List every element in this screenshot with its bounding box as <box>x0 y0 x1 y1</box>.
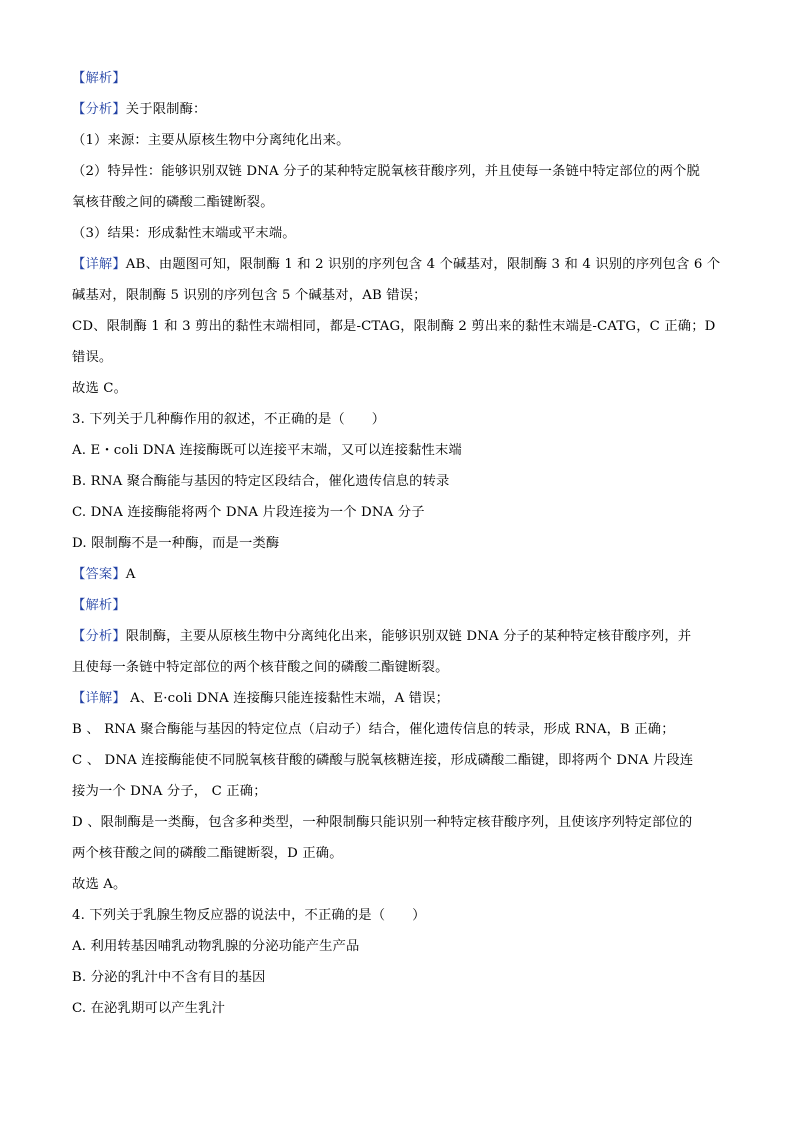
line-text: A、E·coli DNA 连接酶只能连接黏性末端，A 错误； <box>125 691 450 706</box>
text-line <box>72 218 724 249</box>
section-tag: 【详解】 <box>72 257 126 272</box>
line-text: C. DNA 连接酶能将两个 DNA 片段连接为一个 DNA 分子 <box>72 505 425 520</box>
line-text: A. 利用转基因哺乳动物乳腺的分泌功能产生产品 <box>72 939 360 954</box>
question-stem <box>72 404 724 435</box>
text-line <box>72 652 724 683</box>
question-stem <box>72 900 724 931</box>
line-text: （2）特异性：能够识别双链 DNA 分子的某种特定脱氧核苷酸序列，并且使每一条链中特定部位的两个脱 <box>72 164 700 179</box>
line-text: C. 在泌乳期可以产生乳汁 <box>72 1001 226 1016</box>
text-line <box>72 94 724 125</box>
line-text: 碱基对，限制酶 5 识别的序列包含 5 个碱基对，AB 错误； <box>72 288 427 303</box>
text-line <box>72 342 724 373</box>
line-text: D. 限制酶不是一种酶，而是一类酶 <box>72 536 280 551</box>
line-text: 错误。 <box>72 350 113 365</box>
section-tag: 【解析】 <box>72 598 126 613</box>
line-text: A <box>125 567 136 582</box>
section-tag: 【分析】 <box>72 102 126 117</box>
line-text: B 、 RNA 聚合酶能与基因的特定位点（启动子）结合，催化遗传信息的转录，形成 RNA，B 正确； <box>72 722 675 737</box>
answer-line <box>72 559 724 590</box>
option-b <box>72 466 724 497</box>
line-text: CD、限制酶 1 和 3 剪出的黏性末端相同，都是-CTAG，限制酶 2 剪出来的黏性末端是-CATG，C 正确；D <box>72 319 716 334</box>
option-c <box>72 497 724 528</box>
line-text: B. RNA 聚合酶能与基因的特定区段结合，催化遗传信息的转录 <box>72 474 450 489</box>
line-text: 限制酶，主要从原核生物中分离纯化出来，能够识别双链 DNA 分子的某种特定核苷酸序列，并 <box>125 629 692 644</box>
section-tag: 【答案】 <box>72 567 126 582</box>
text-line <box>72 125 724 156</box>
text-line <box>72 249 724 280</box>
section-tag: 【分析】 <box>72 629 126 644</box>
text-line <box>72 373 724 404</box>
text-line <box>72 807 724 838</box>
text-line <box>72 838 724 869</box>
text-line <box>72 156 724 187</box>
text-line <box>72 63 724 94</box>
line-text: 关于限制酶： <box>125 102 207 117</box>
text-line <box>72 745 724 776</box>
option-d <box>72 528 724 559</box>
line-text: D 、限制酶是一类酶，包含多种类型，一种限制酶只能识别一种特定核苷酸序列，且使该序列特定部位的 <box>72 815 693 830</box>
line-text: 4. 下列关于乳腺生物反应器的说法中，不正确的是（ ） <box>72 908 426 923</box>
option-a <box>72 931 724 962</box>
line-text: （3）结果：形成黏性末端或平末端。 <box>72 226 296 241</box>
text-line <box>72 776 724 807</box>
line-text: 故选 A。 <box>72 877 127 892</box>
text-line <box>72 621 724 652</box>
line-text: B. 分泌的乳汁中不含有目的基因 <box>72 970 266 985</box>
line-text: 且使每一条链中特定部位的两个核苷酸之间的磷酸二酯键断裂。 <box>72 660 449 675</box>
option-c <box>72 993 724 1024</box>
text-line <box>72 280 724 311</box>
line-text: 两个核苷酸之间的磷酸二酯键断裂，D 正确。 <box>72 846 343 861</box>
section-tag: 【解析】 <box>72 71 126 86</box>
document-page <box>72 63 724 1024</box>
line-text: 3. 下列关于几种酶作用的叙述，不正确的是（ ） <box>72 412 386 427</box>
text-line <box>72 590 724 621</box>
text-line <box>72 683 724 714</box>
text-line <box>72 714 724 745</box>
line-text: A. E・coli DNA 连接酶既可以连接平末端，又可以连接黏性末端 <box>72 443 462 458</box>
section-tag: 【详解】 <box>72 691 126 706</box>
line-text: AB、由题图可知，限制酶 1 和 2 识别的序列包含 4 个碱基对，限制酶 3 和 4 识别的序列包含 6 个 <box>125 257 721 272</box>
text-line <box>72 187 724 218</box>
text-line <box>72 311 724 342</box>
line-text: 故选 C。 <box>72 381 128 396</box>
line-text: 氧核苷酸之间的磷酸二酯键断裂。 <box>72 195 274 210</box>
option-b <box>72 962 724 993</box>
line-text: 接为一个 DNA 分子， C 正确； <box>72 784 267 799</box>
line-text: （1）来源：主要从原核生物中分离纯化出来。 <box>72 133 350 148</box>
option-a <box>72 435 724 466</box>
line-text: C 、 DNA 连接酶能使不同脱氧核苷酸的磷酸与脱氧核糖连接，形成磷酸二酯键，即将两个 DNA 片段连 <box>72 753 694 768</box>
text-line <box>72 869 724 900</box>
